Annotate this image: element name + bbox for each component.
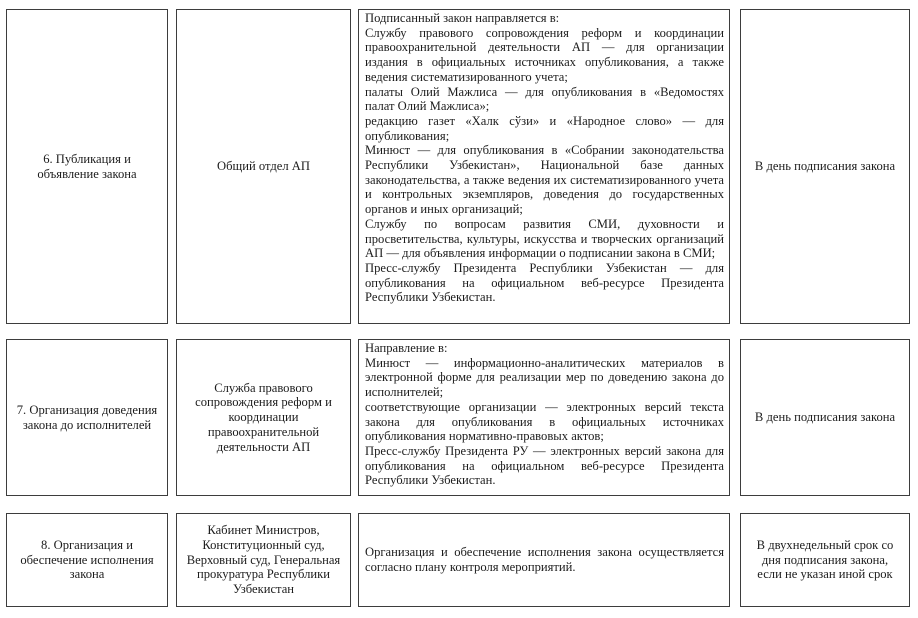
stage-label: 7. Организация доведения закона до исполнителей: [16, 402, 158, 432]
cell-stage: [6, 9, 168, 324]
responsible-label: Кабинет Министров, Конституционный суд, Верховный суд, Генеральная прокуратура Республики Узбекистан: [186, 523, 341, 597]
stage-label: 6. Публикация и объявление закона: [37, 151, 137, 181]
deadline-label: В двухнедельный срок со дня подписания закона, если не указан иной срок: [756, 537, 894, 582]
action-paragraph: Минюст — информационно-аналитических материалов в электронной форме для реализации мер по доведению закона до исполнителей;: [365, 355, 724, 400]
cell-deadline: [740, 9, 910, 324]
responsible-label: Служба правового сопровождения реформ и координации правоохранительной деятельности АП: [195, 380, 332, 454]
cell-actions: [358, 9, 730, 324]
cell-responsible: [176, 513, 351, 607]
cell-stage: [6, 339, 168, 496]
cell-responsible: [176, 9, 351, 324]
action-paragraph: Пресс-службу Президента Республики Узбекистан — для опубликования на официальном веб-ресурсе Президента Республики Узбекистан.: [365, 260, 724, 305]
action-paragraph: Минюст — для опубликования в «Собрании законодательства Республики Узбекистан», Национальной базе данных законодательства, а также ведения их систематизированного учета и контрольных экземпляров, доведения до государственных органов и иных организаций;: [365, 143, 724, 217]
action-paragraph: Пресс-службу Президента РУ — электронных версий закона для опубликования на официальном веб-ресурсе Президента Республики Узбекистан.: [365, 443, 724, 488]
cell-actions: [358, 513, 730, 607]
action-paragraph: палаты Олий Мажлиса — для опубликования в «Ведомостях палат Олий Мажлиса»;: [365, 84, 724, 114]
action-paragraph: соответствующие организации — электронных версий текста закона для опубликования в официальных источниках опубликования нормативно-правовых актов;: [365, 399, 724, 444]
action-paragraph: Подписанный закон направляется в:: [365, 11, 560, 25]
cell-deadline: [740, 339, 910, 496]
table-row: [0, 9, 918, 324]
deadline-label: В день подписания закона: [754, 159, 896, 174]
cell-stage: [6, 513, 168, 607]
responsible-label: Общий отдел АП: [217, 159, 310, 174]
action-paragraph: Службу правового сопровождения реформ и координации правоохранительной деятельности АП — для организации издания в официальных источниках опубликования, а также ведения систематизированного учета;: [365, 25, 724, 84]
table-row: [0, 513, 918, 607]
cell-actions: [358, 339, 730, 496]
action-paragraph: Службу по вопросам развития СМИ, духовности и просветительства, культуры, искусства и творческих организаций АП — для объявления информации о подписании закона в СМИ;: [365, 216, 724, 261]
action-paragraph: редакцию газет «Халк сўзи» и «Народное слово» — для опубликования;: [365, 113, 724, 143]
table-row: [0, 339, 918, 496]
action-paragraph: Организация и обеспечение исполнения закона осуществляется согласно плану контроля мероприятий.: [365, 545, 724, 574]
deadline-label: В день подписания закона: [754, 410, 896, 425]
stage-label: 8. Организация и обеспечение исполнения закона: [20, 537, 154, 582]
action-paragraph: Направление в:: [365, 341, 448, 355]
cell-responsible: [176, 339, 351, 496]
cell-deadline: [740, 513, 910, 607]
